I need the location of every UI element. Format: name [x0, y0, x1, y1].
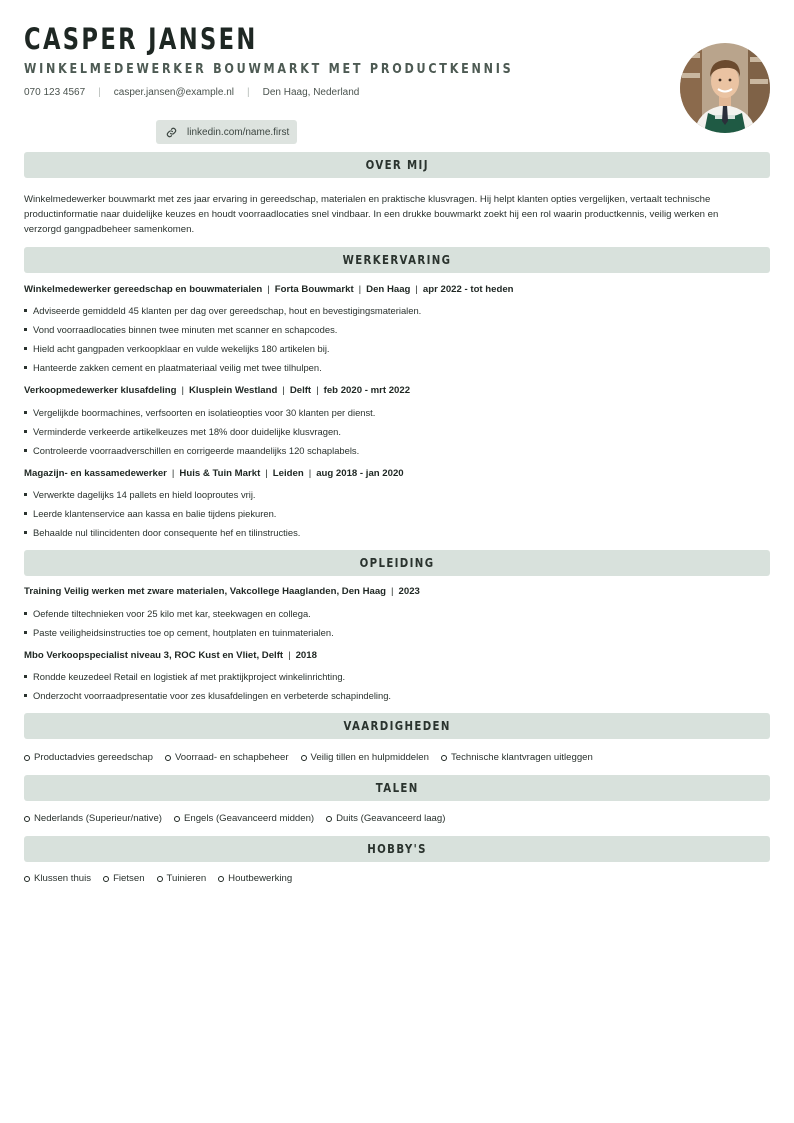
languages-list — [24, 813, 457, 824]
experience-entry-title: Winkelmedewerker gereedschap en bouwmaterialen | Forta Bouwmarkt | Den Haag | apr 2022 - tot heden — [24, 284, 514, 295]
job-title: WINKELMEDEWERKER BOUWMARKT MET PRODUCTKENNIS — [24, 62, 514, 77]
hobby-item: Houtbewerking — [218, 873, 292, 884]
separator: | — [98, 87, 101, 98]
hobby-item: Fietsen — [103, 873, 144, 884]
section-header-experience: WERKERVARING — [24, 247, 770, 273]
list-item: Oefende tiltechnieken voor 25 kilo met kar, steekwagen en collega. — [24, 608, 311, 619]
separator: | — [247, 87, 250, 98]
list-item: Paste veiligheidsinstructies toe op cement, houtplaten en tuinmaterialen. — [24, 627, 334, 638]
experience-entry-title: Verkoopmedewerker klusafdeling | Klusplein Westland | Delft | feb 2020 - mrt 2022 — [24, 385, 411, 396]
experience-entry-title: Magazijn- en kassamedewerker | Huis & Tuin Markt | Leiden | aug 2018 - jan 2020 — [24, 468, 404, 479]
education-entry-title: Mbo Verkoopspecialist niveau 3, ROC Kust en Vliet, Delft | 2018 — [24, 650, 317, 661]
skill-item: Technische klantvragen uitleggen — [441, 752, 593, 763]
hobby-item: Klussen thuis — [24, 873, 91, 884]
language-item: Nederlands (Superieur/native) — [24, 813, 162, 824]
candidate-name: CASPER JANSEN — [24, 22, 258, 56]
list-item: Onderzocht voorraadpresentatie voor zes klusafdelingen en verbeterde schapindeling. — [24, 690, 391, 701]
hobbies-list — [24, 873, 304, 884]
education-entry-title: Training Veilig werken met zware materialen, Vakcollege Haaglanden, Den Haag | 2023 — [24, 586, 420, 597]
language-item: Engels (Geavanceerd midden) — [174, 813, 314, 824]
list-item: Behaalde nul tilincidenten door consequente hef en tilinstructies. — [24, 527, 300, 538]
list-item: Adviseerde gemiddeld 45 klanten per dag over gereedschap, hout en bevestigingsmaterialen. — [24, 305, 421, 316]
skill-item: Veilig tillen en hulpmiddelen — [301, 752, 429, 763]
list-item: Hield acht gangpaden verkoopklaar en vulde wekelijks 180 artikelen bij. — [24, 343, 330, 354]
list-item: Vergelijkde boormachines, verfsoorten en isolatieopties voor 30 klanten per dienst. — [24, 407, 375, 418]
section-header-hobbies: HOBBY'S — [24, 836, 770, 862]
contact-line — [24, 87, 359, 98]
list-item: Vond voorraadlocaties binnen twee minuten met scanner en schapcodes. — [24, 324, 337, 335]
skill-item: Productadvies gereedschap — [24, 752, 153, 763]
section-header-education: OPLEIDING — [24, 550, 770, 576]
hobby-item: Tuinieren — [157, 873, 207, 884]
email[interactable]: casper.jansen@example.nl — [113, 87, 235, 98]
list-item: Verminderde verkeerde artikelkeuzes met 18% door duidelijke klusvragen. — [24, 426, 341, 437]
list-item: Hanteerde zakken cement en plaatmateriaal veilig met twee tilhulpen. — [24, 362, 322, 373]
summary-text: Winkelmedewerker bouwmarkt met zes jaar ervaring in gereedschap, materialen en praktische klusvragen. Hij helpt klanten opties vergelijken, vertaalt technische productinformatie naar duidelijke keuzes en houdt voorraadlocaties snel vindbaar. In een drukke bouwmarkt zoekt hij een rol waarin productkennis, veilig werken en verzorgd gangpadbeheer samenkomen. — [24, 194, 719, 235]
phone: 070 123 4567 — [24, 87, 86, 98]
section-header-about: OVER MIJ — [24, 152, 770, 178]
link-icon — [166, 127, 177, 138]
list-item: Verwerkte dagelijks 14 pallets en hield looproutes vrij. — [24, 489, 256, 500]
linkedin-link[interactable] — [156, 120, 297, 144]
list-item: Controleerde voorraadverschillen en corrigeerde maandelijks 120 schaplabels. — [24, 445, 359, 456]
section-header-languages: TALEN — [24, 775, 770, 801]
skills-list — [24, 752, 605, 763]
linkedin-label: linkedin.com/name.first — [187, 126, 290, 138]
skill-item: Voorraad- en schapbeheer — [165, 752, 289, 763]
list-item: Leerde klantenservice aan kassa en balie tijdens piekuren. — [24, 508, 276, 519]
section-header-skills: VAARDIGHEDEN — [24, 713, 770, 739]
profile-photo — [680, 43, 770, 133]
language-item: Duits (Geavanceerd laag) — [326, 813, 445, 824]
list-item: Rondde keuzedeel Retail en logistiek af met praktijkproject winkelinrichting. — [24, 671, 345, 682]
location: Den Haag, Nederland — [262, 87, 360, 98]
